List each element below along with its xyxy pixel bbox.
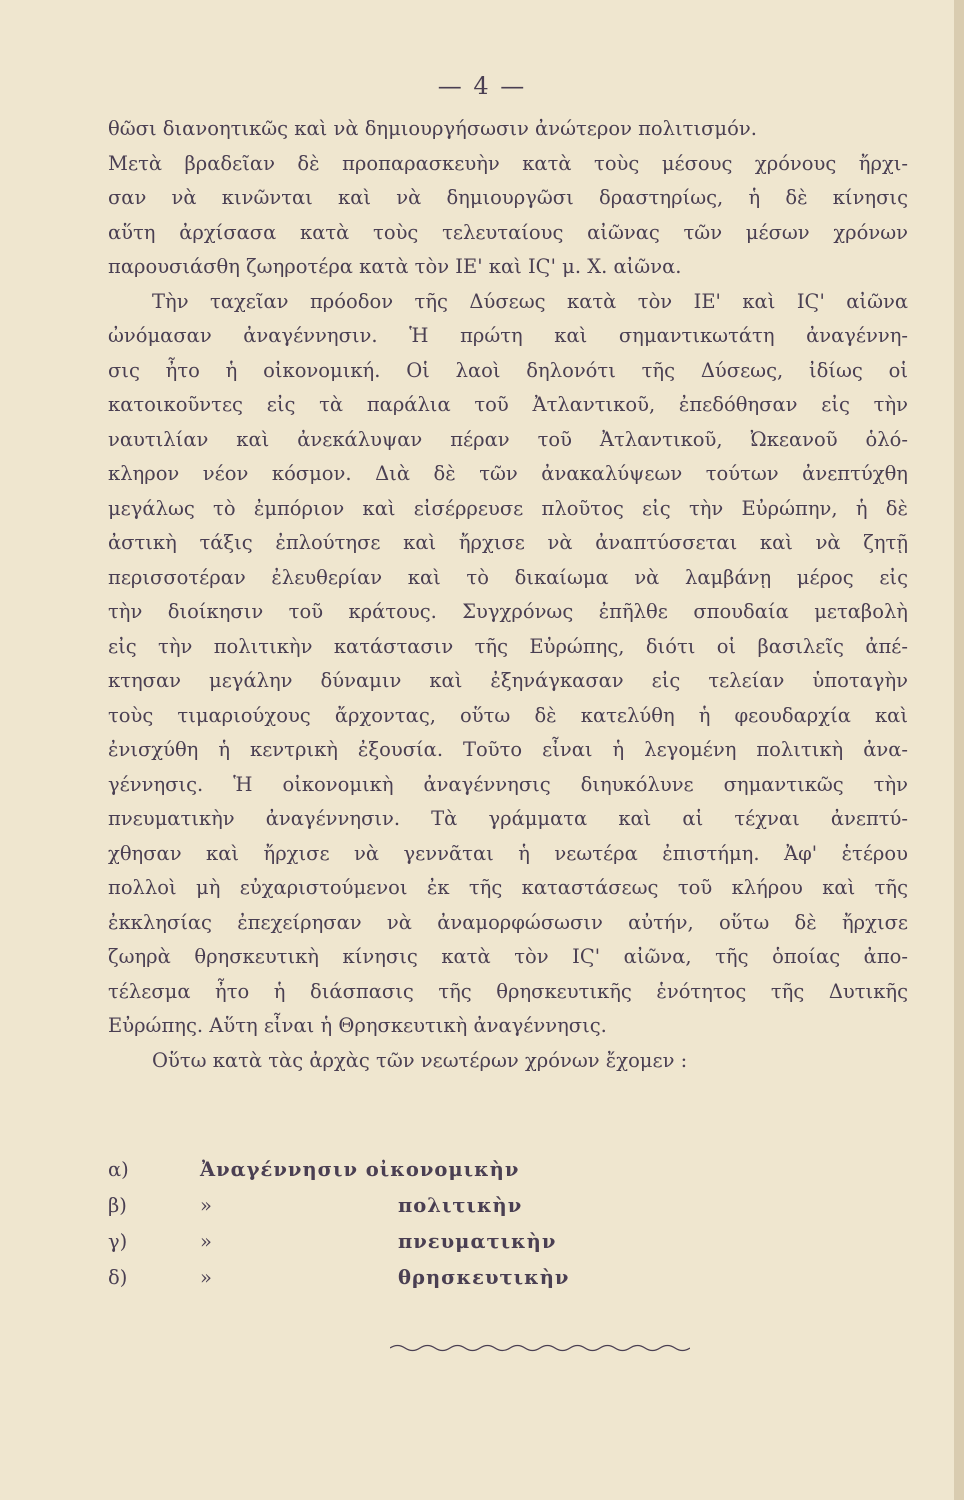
page-number: — 4 — [437, 72, 527, 100]
text-line: παρουσιάσθη ζωηροτέρα κατὰ τὸν ΙΕ' καὶ ΙϚ' μ. Χ. αἰῶνα. [108, 255, 682, 278]
text-line: ναυτιλίαν καὶ ἀνεκάλυψαν πέραν τοῦ Ἀτλαντικοῦ, Ὠκεανοῦ ὁλό- [108, 427, 908, 451]
text-line: Τὴν ταχεῖαν πρόοδον τῆς Δύσεως κατὰ τὸν ΙΕ' καὶ ΙϚ' αἰῶνα [152, 289, 908, 313]
text-line: σις ἦτο ἡ οἰκονομική. Οἱ λαοὶ δηλονότι τῆς Δύσεως, ἰδίως οἱ [108, 358, 908, 382]
list-item [108, 1224, 728, 1260]
ditto-mark: » [200, 1230, 212, 1253]
list-item [108, 1260, 728, 1296]
text-line: ἀστικὴ τάξις ἐπλούτησε καὶ ἤρχισε νὰ ἀναπτύσσεται καὶ νὰ ζητῇ [108, 531, 908, 554]
list-term: πολιτικὴν [398, 1194, 523, 1217]
text-line: κληρον νέον κόσμον. Διὰ δὲ τῶν ἀνακαλύψεων τούτων ἀνεπτύχθη [108, 462, 908, 485]
text-line: θῶσι διανοητικῶς καὶ νὰ δημιουργήσωσιν ἀνώτερον πολιτισμόν. [108, 117, 757, 140]
text-line: τὴν διοίκησιν τοῦ κράτους. Συγχρόνως ἐπῆλθε σπουδαία μεταβολὴ [108, 600, 908, 623]
list-marker: β) [108, 1194, 127, 1217]
text-line: τοὺς τιμαριούχους ἄρχοντας, οὕτω δὲ κατελύθη ἡ φεουδαρχία καὶ [108, 703, 908, 727]
list-term: Ἀναγέννησιν οἰκονομικὴν [200, 1158, 520, 1181]
list-item [108, 1188, 728, 1224]
text-line: γέννησις. Ἡ οἰκονομικὴ ἀναγέννησις διηυκόλυνε σημαντικῶς τὴν [108, 772, 908, 796]
list-marker: δ) [108, 1266, 128, 1289]
tail-ornament-rule [390, 1343, 690, 1353]
text-line: κατοικοῦντες εἰς τὰ παράλια τοῦ Ἀτλαντικοῦ, ἐπεδόθησαν εἰς τὴν [108, 393, 908, 416]
list-term: πνευματικὴν [398, 1230, 557, 1253]
text-line: χθησαν καὶ ἤρχισε νὰ γεννᾶται ἡ νεωτέρα ἐπιστήμη. Ἀφ' ἑτέρου [108, 841, 908, 865]
text-line: εἰς τὴν πολιτικὴν κατάστασιν τῆς Εὐρώπης, διότι οἱ βασιλεῖς ἀπέ- [108, 634, 908, 658]
enumerated-list [108, 1152, 728, 1296]
page-edge [954, 0, 964, 1500]
ditto-mark: » [200, 1266, 212, 1289]
text-line: ἐκκλησίας ἐπεχείρησαν νὰ ἀναμορφώσωσιν αὐτήν, οὕτω δὲ ἤρχισε [108, 910, 908, 934]
text-line: Μετὰ βραδεῖαν δὲ προπαρασκευὴν κατὰ τοὺς μέσους χρόνους ἤρχι- [108, 151, 908, 175]
text-line: ὠνόμασαν ἀναγέννησιν. Ἡ πρώτη καὶ σημαντικωτάτη ἀναγέννη- [108, 324, 908, 347]
text-line: ἐνισχύθη ἡ κεντρικὴ ἐξουσία. Τοῦτο εἶναι ἡ λεγομένη πολιτικὴ ἀνα- [108, 738, 908, 761]
list-marker: γ) [108, 1230, 128, 1253]
text-line: περισσοτέραν ἐλευθερίαν καὶ τὸ δικαίωμα νὰ λαμβάνῃ μέρος εἰς [108, 565, 908, 589]
text-line: Οὕτω κατὰ τὰς ἀρχὰς τῶν νεωτέρων χρόνων ἔχομεν : [152, 1048, 688, 1072]
text-line: πολλοὶ μὴ εὐχαριστούμενοι ἐκ τῆς καταστάσεως τοῦ κλήρου καὶ τῆς [108, 876, 908, 899]
list-item [108, 1152, 728, 1188]
text-line: κτησαν μεγάλην δύναμιν καὶ ἐξηνάγκασαν εἰς τελείαν ὑποταγὴν [108, 669, 908, 692]
text-line: μεγάλως τὸ ἐμπόριον καὶ εἰσέρρευσε πλοῦτος εἰς τὴν Εὐρώπην, ἡ δὲ [108, 496, 908, 520]
text-line: σαν νὰ κινῶνται καὶ νὰ δημιουργῶσι δραστηρίως, ἡ δὲ κίνησις [108, 186, 908, 209]
text-line: τέλεσμα ἦτο ἡ διάσπασις τῆς θρησκευτικῆς ἑνότητος τῆς Δυτικῆς [108, 979, 908, 1003]
list-term: θρησκευτικὴν [398, 1266, 570, 1289]
list-marker: α) [108, 1158, 129, 1181]
text-line: πνευματικὴν ἀναγέννησιν. Τὰ γράμματα καὶ αἱ τέχναι ἀνεπτύ- [108, 807, 908, 830]
ditto-mark: » [200, 1194, 212, 1217]
text-line: Εὐρώπης. Αὕτη εἶναι ἡ Θρησκευτικὴ ἀναγέννησις. [108, 1014, 607, 1037]
body-text [108, 112, 908, 1078]
text-line: αὕτη ἀρχίσασα κατὰ τοὺς τελευταίους αἰῶνας τῶν μέσων χρόνων [108, 220, 908, 244]
text-line: ζωηρὰ θρησκευτικὴ κίνησις κατὰ τὸν ΙϚ' αἰῶνα, τῆς ὁποίας ἀπο- [108, 945, 908, 968]
